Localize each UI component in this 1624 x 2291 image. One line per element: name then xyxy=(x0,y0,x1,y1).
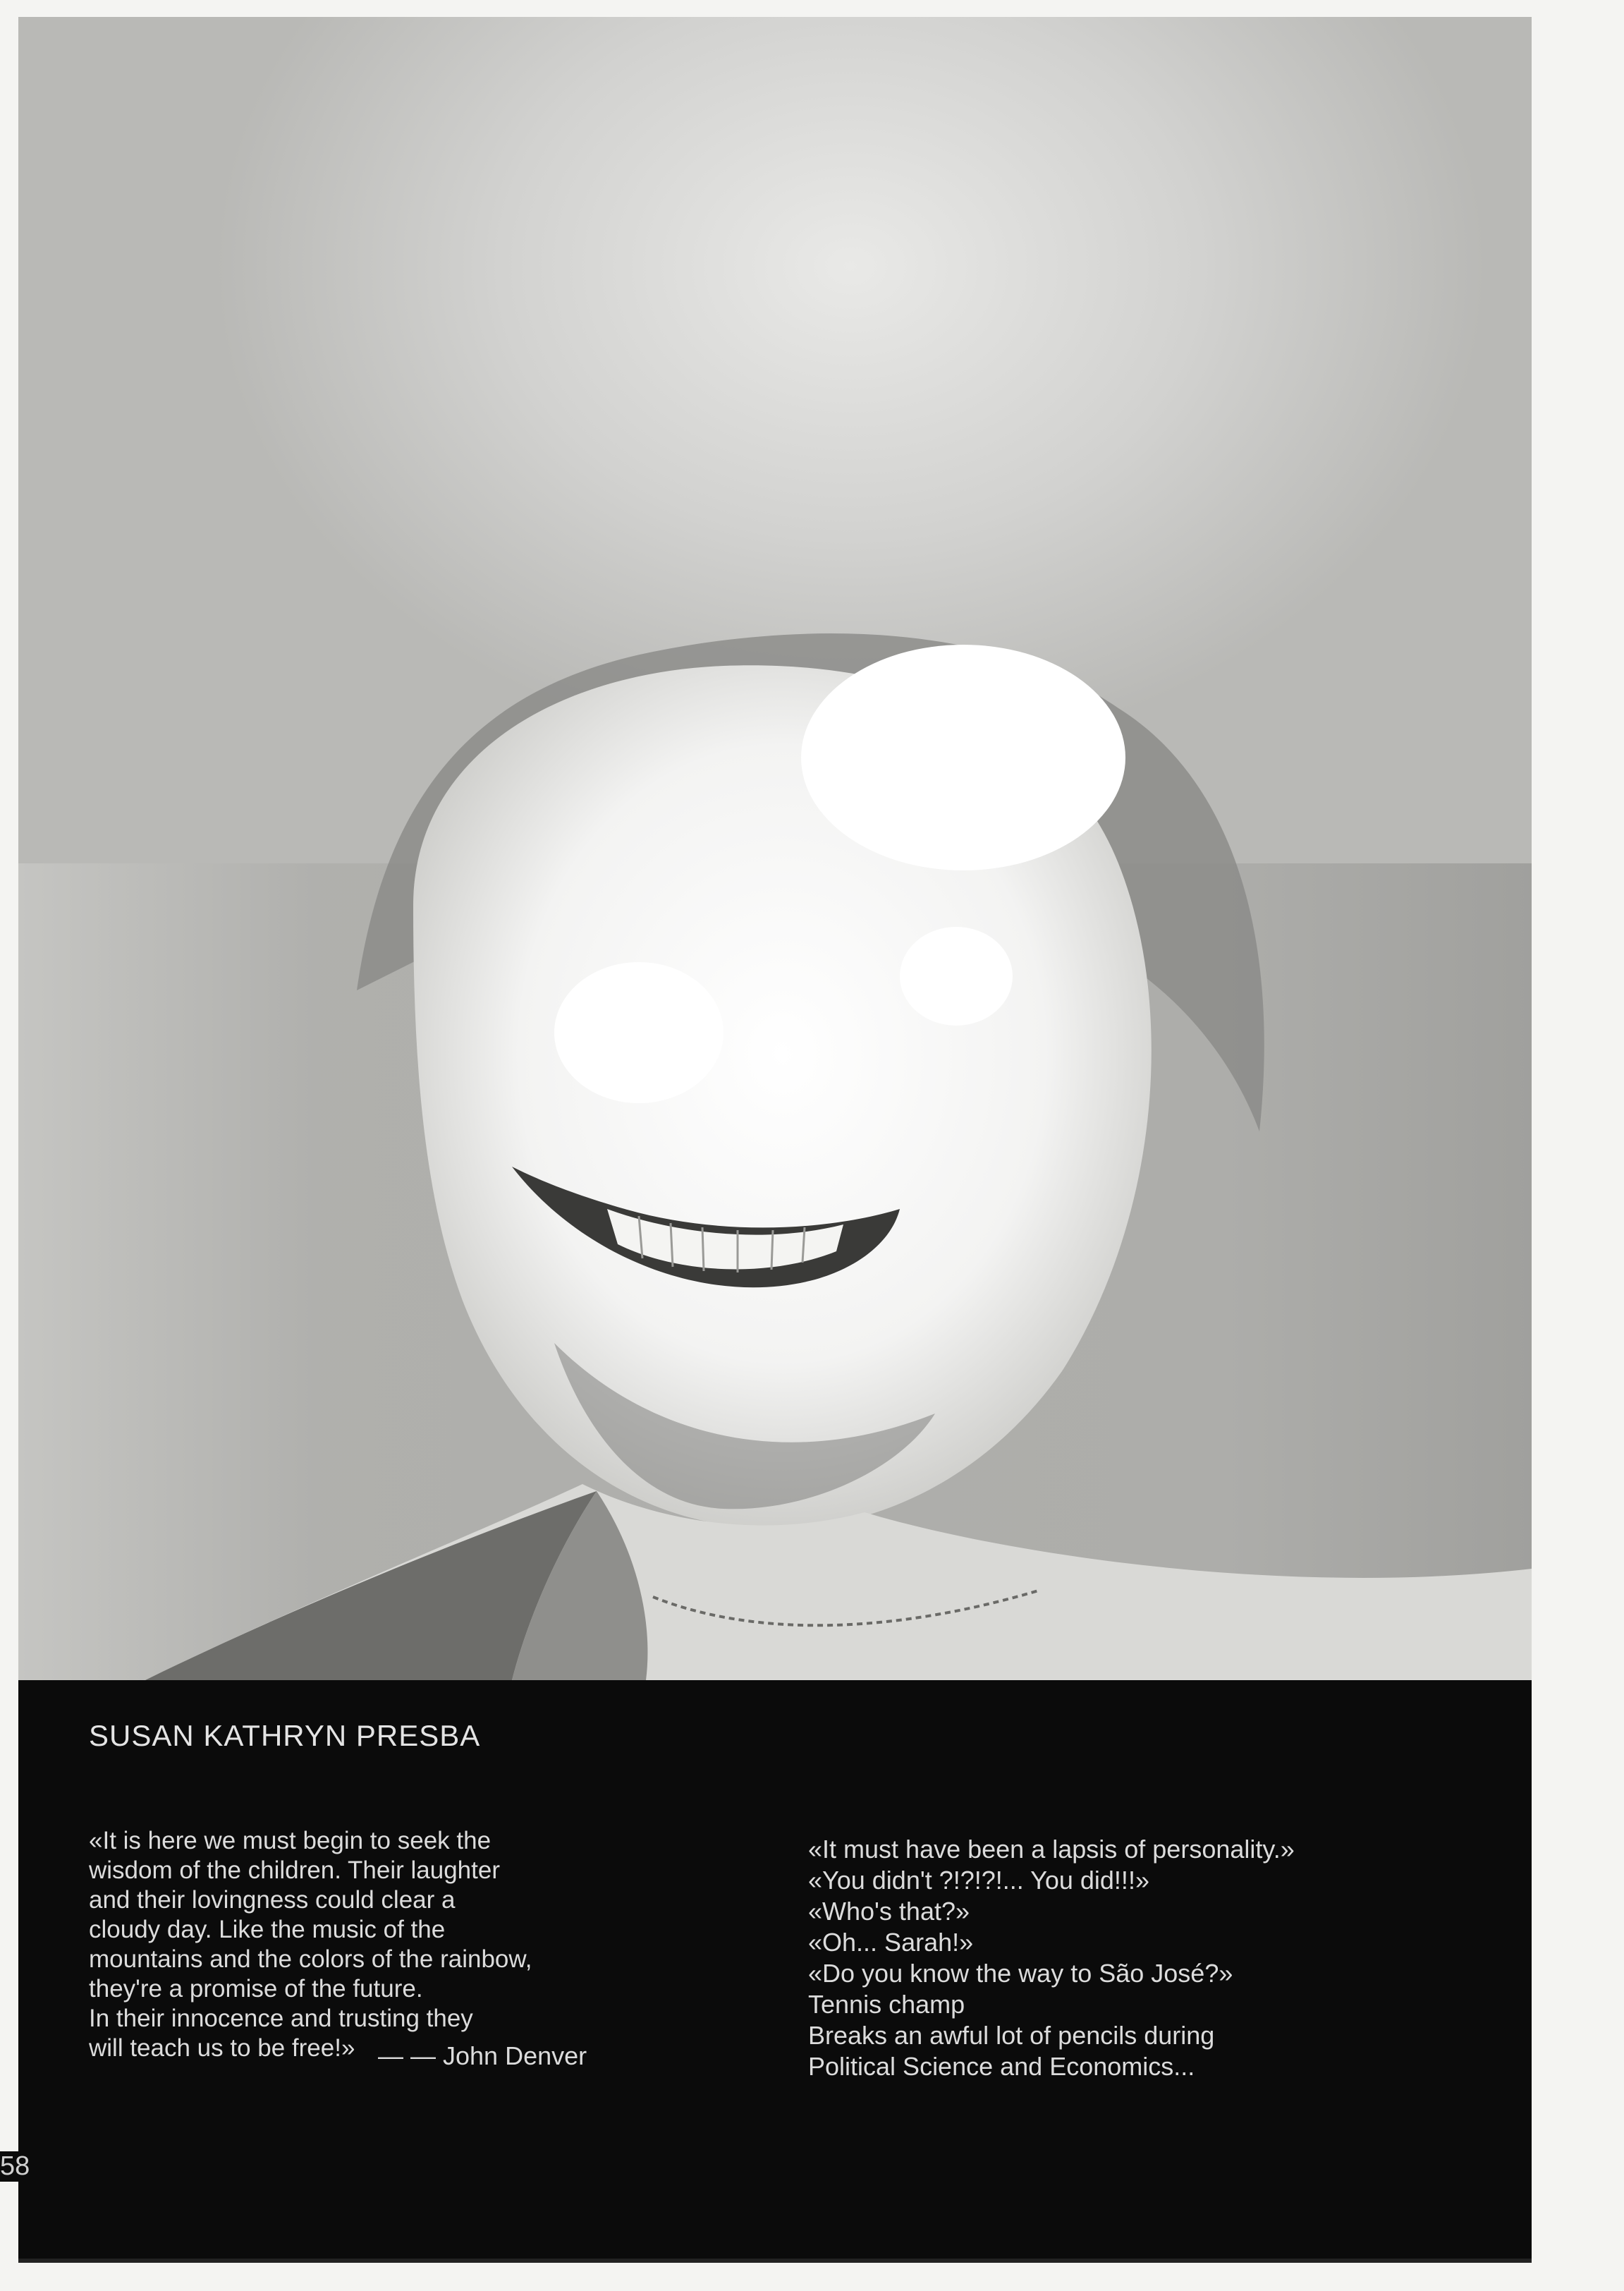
quote-line: «It is here we must begin to seek the xyxy=(89,1827,492,1854)
bottom-divider xyxy=(18,2259,1532,2263)
memory-line: «Do you know the way to São José?» xyxy=(808,1959,1233,1988)
memory-line: «Who's that?» xyxy=(808,1897,970,1926)
memory-line: Breaks an awful lot of pencils during xyxy=(808,2021,1215,2050)
quote-line: and their lovingness could clear a xyxy=(89,1886,456,1914)
caption-panel xyxy=(18,1680,1532,2259)
quote-block xyxy=(89,1826,709,2063)
memory-line: «Oh... Sarah!» xyxy=(808,1928,974,1957)
memory-line: Political Science and Economics... xyxy=(808,2052,1195,2081)
portrait-photo xyxy=(18,17,1532,1680)
student-name: SUSAN KATHRYN PRESBA xyxy=(89,1719,481,1752)
memory-line: Tennis champ xyxy=(808,1990,965,2019)
page-number-text: 58 xyxy=(0,2151,30,2181)
quote-line: mountains and the colors of the rainbow, xyxy=(89,1945,532,1973)
memory-line: «You didn't ?!?!?!... You did!!!» xyxy=(808,1866,1149,1895)
quote-line: cloudy day. Like the music of the xyxy=(89,1916,446,1943)
memory-line: «It must have been a lapsis of personality.» xyxy=(808,1835,1295,1864)
quote-line: In their innocence and trusting they xyxy=(89,2005,473,2032)
quote-line: they're a promise of the future. xyxy=(89,1975,423,2003)
quote-line: wisdom of the children. Their laughter xyxy=(89,1857,500,1884)
quote-attribution: — — John Denver xyxy=(378,2041,587,2070)
page-number xyxy=(0,2151,30,2182)
memories-list xyxy=(808,1834,1513,2082)
quote-line: will teach us to be free!» xyxy=(89,2034,355,2062)
